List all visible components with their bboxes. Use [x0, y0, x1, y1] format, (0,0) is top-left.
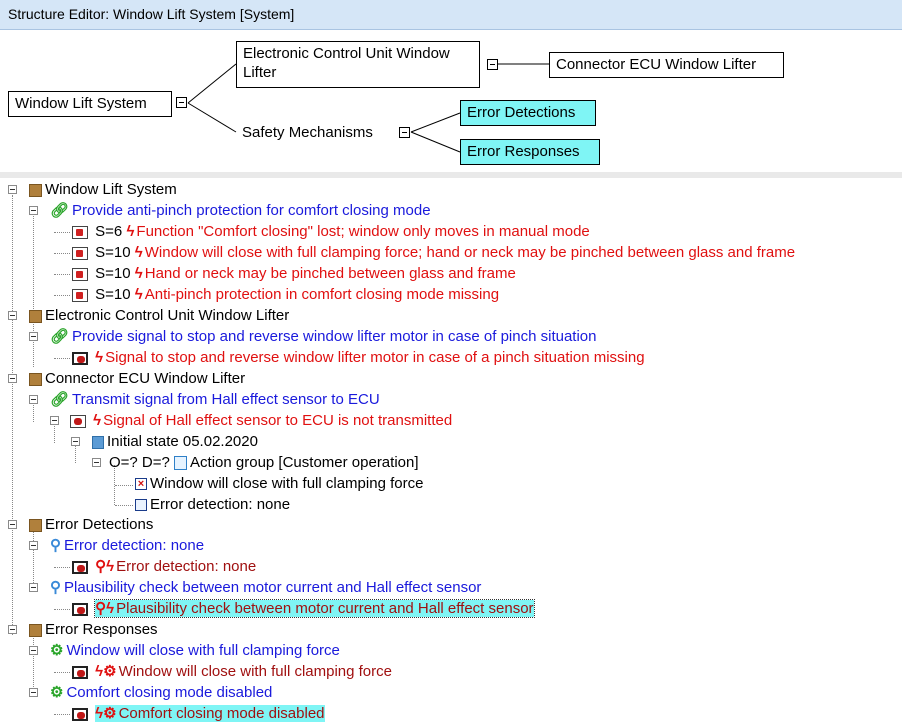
- expand-toggle[interactable]: [29, 206, 38, 215]
- failure-bolt-icon: ϟ: [134, 244, 143, 261]
- failure-mode-icon: [72, 226, 88, 239]
- tree-item-failure[interactable]: ⚲ϟ Error detection: none: [72, 557, 256, 577]
- failure-mode-icon: [72, 708, 88, 721]
- detection-bolt-icon: ⚲ϟ: [95, 600, 115, 617]
- tree-item-system[interactable]: Electronic Control Unit Window Lifter: [29, 306, 289, 326]
- expand-toggle[interactable]: [29, 646, 38, 655]
- tree-item-function[interactable]: ⚙ Comfort closing mode disabled: [50, 684, 273, 702]
- system-element-icon: [29, 373, 42, 386]
- response-bolt-icon: ϟ⚙: [95, 663, 117, 680]
- tree-item-function[interactable]: 🔗︎ Provide signal to stop and reverse window lifter motor in case of pinch situation: [50, 328, 597, 346]
- failure-bolt-icon: ϟ: [126, 223, 135, 240]
- tree-item-failure-effect[interactable]: S=10 ϟ Anti-pinch protection in comfort closing mode missing: [72, 285, 499, 305]
- function-link-icon: 🔗︎: [50, 391, 70, 409]
- expand-toggle[interactable]: [29, 688, 38, 697]
- collapse-window-lift-system[interactable]: [176, 97, 187, 108]
- collapse-ecu[interactable]: [487, 59, 498, 70]
- expand-toggle[interactable]: [29, 583, 38, 592]
- calendar-icon: [92, 436, 104, 449]
- node-error-detections[interactable]: Error Detections: [460, 100, 596, 126]
- tree-item-failure[interactable]: ϟ Signal of Hall effect sensor to ECU is not transmitted: [70, 411, 452, 431]
- response-bolt-icon: ϟ⚙: [95, 705, 117, 722]
- response-function-icon: ⚙: [50, 642, 64, 660]
- expand-toggle[interactable]: [8, 374, 17, 383]
- expand-toggle[interactable]: [8, 625, 17, 634]
- function-link-icon: 🔗︎: [50, 202, 70, 220]
- failure-mode-icon: [72, 289, 88, 302]
- expand-toggle[interactable]: [8, 311, 17, 320]
- failure-mode-icon: [72, 603, 88, 616]
- tree-item-failure[interactable]: ϟ⚙ Window will close with full clamping force: [72, 662, 392, 682]
- tree-item-function[interactable]: 🔗︎ Provide anti-pinch protection for comfort closing mode: [50, 202, 431, 220]
- tree-item-action[interactable]: Error detection: none: [135, 495, 290, 515]
- tree-item-failure-effect[interactable]: S=10 ϟ Hand or neck may be pinched between glass and frame: [72, 264, 516, 284]
- node-ecu-window-lifter[interactable]: Electronic Control Unit Window Lifter: [236, 41, 480, 88]
- detection-bolt-icon: ⚲ϟ: [95, 558, 115, 575]
- action-error-icon: ×: [135, 478, 147, 490]
- expand-toggle[interactable]: [29, 541, 38, 550]
- clipboard-icon: [174, 456, 187, 470]
- node-error-responses[interactable]: Error Responses: [460, 139, 600, 165]
- expand-toggle[interactable]: [92, 458, 101, 467]
- tree-item-failure-selected[interactable]: ⚲ϟ Plausibility check between motor current and Hall effect sensor: [72, 599, 534, 619]
- system-element-icon: [29, 519, 42, 532]
- node-safety-mechanisms[interactable]: Safety Mechanisms: [242, 124, 373, 141]
- failure-mode-icon: [72, 352, 88, 365]
- tree-item-function[interactable]: ⚙ Window will close with full clamping force: [50, 642, 340, 660]
- expand-toggle[interactable]: [8, 520, 17, 529]
- tree-item-action-group[interactable]: O=? D=? Action group [Customer operation]: [109, 454, 419, 471]
- system-element-icon: [29, 624, 42, 637]
- function-link-icon: 🔗︎: [50, 328, 70, 346]
- system-element-icon: [29, 310, 42, 323]
- tree-item-function[interactable]: ⚲ Plausibility check between motor current and Hall effect sensor: [50, 579, 482, 597]
- expand-toggle[interactable]: [71, 437, 80, 446]
- failure-mode-icon: [72, 247, 88, 260]
- tree-item-system[interactable]: Connector ECU Window Lifter: [29, 369, 245, 389]
- expand-toggle[interactable]: [29, 332, 38, 341]
- failure-bolt-icon: ϟ: [93, 412, 102, 429]
- tree-item-failure-effect[interactable]: S=6 ϟ Function "Comfort closing" lost; window only moves in manual mode: [72, 222, 590, 242]
- system-element-icon: [29, 184, 42, 197]
- detection-function-icon: ⚲: [50, 537, 61, 555]
- tree-item-failure[interactable]: ϟ⚙ Comfort closing mode disabled: [72, 704, 325, 724]
- failure-mode-icon: [72, 666, 88, 679]
- collapse-safety[interactable]: [399, 127, 410, 138]
- failure-bolt-icon: ϟ: [95, 349, 104, 366]
- detection-magnifier-icon: [135, 499, 147, 511]
- failure-mode-icon: [72, 268, 88, 281]
- expand-toggle[interactable]: [50, 416, 59, 425]
- response-function-icon: ⚙: [50, 684, 64, 702]
- failure-mode-icon: [70, 415, 86, 428]
- node-window-lift-system[interactable]: Window Lift System: [8, 91, 172, 117]
- tree-item-initial-state[interactable]: Initial state 05.02.2020: [92, 432, 258, 452]
- tree-item-failure-effect[interactable]: S=10 ϟ Window will close with full clamping force; hand or neck may be pinched between glass and frame: [72, 243, 795, 263]
- pane-splitter[interactable]: [0, 172, 902, 178]
- tree-item-system[interactable]: Error Responses: [29, 620, 158, 640]
- failure-mode-icon: [72, 561, 88, 574]
- detection-function-icon: ⚲: [50, 579, 61, 597]
- tree-item-system[interactable]: Window Lift System: [29, 180, 177, 200]
- tree-item-function[interactable]: ⚲ Error detection: none: [50, 537, 205, 555]
- expand-toggle[interactable]: [8, 185, 17, 194]
- node-connector-ecu[interactable]: Connector ECU Window Lifter: [549, 52, 784, 78]
- failure-bolt-icon: ϟ: [134, 286, 143, 303]
- tree-item-failure[interactable]: ϟ Signal to stop and reverse window lifter motor in case of a pinch situation missing: [72, 348, 645, 368]
- tree-item-system[interactable]: Error Detections: [29, 515, 153, 535]
- window-title: Structure Editor: Window Lift System [System]: [8, 6, 295, 22]
- failure-bolt-icon: ϟ: [134, 265, 143, 282]
- tree-item-function[interactable]: 🔗︎ Transmit signal from Hall effect sensor to ECU: [50, 391, 380, 409]
- tree-item-action[interactable]: × Window will close with full clamping force: [135, 474, 423, 494]
- expand-toggle[interactable]: [29, 395, 38, 404]
